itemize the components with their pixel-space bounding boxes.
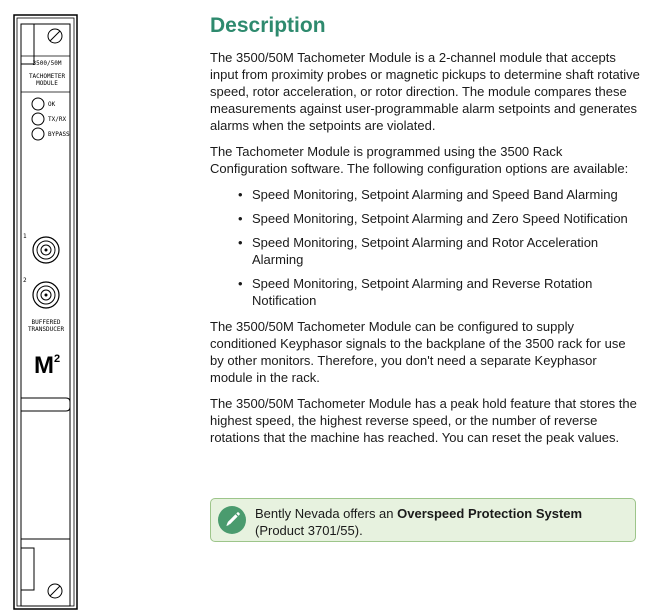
note-callout bbox=[210, 498, 636, 542]
led-label-txrx: TX/RX bbox=[48, 116, 67, 123]
description-paragraph-1: The 3500/50M Tachometer Module is a 2-channel module that accepts input from proximity probes or magnetic pickups to determine shaft rotative speed, rotor acceleration, or rotor direction. The module compares these measurements against user-programmable alarm setpoints and generates alarms when the setpoints are violated. bbox=[210, 50, 640, 133]
list-item: • Speed Monitoring, Setpoint Alarming and Zero Speed Notification bbox=[252, 210, 642, 227]
buffered-line2: TRANSDUCER bbox=[27, 326, 65, 333]
note-text-after: (Product 3701/55). bbox=[255, 523, 363, 538]
description-paragraph-3: The 3500/50M Tachometer Module can be configured to supply conditioned Keyphasor signals to the backplane of the 3500 rack for use by other monitors. Therefore, you don't need a separate Keyphasor module in the rack. bbox=[210, 319, 626, 385]
brand-superscript: 2 bbox=[54, 353, 61, 365]
module-brand-logo bbox=[34, 352, 60, 380]
configuration-options-list bbox=[210, 186, 642, 309]
section-heading: Description bbox=[210, 14, 326, 37]
channel-2-label: 2 bbox=[23, 277, 27, 284]
tachometer-module-drawing bbox=[0, 0, 90, 616]
module-name-label bbox=[27, 73, 67, 87]
led-label-bypass: BYPASS bbox=[48, 131, 70, 138]
description-section bbox=[210, 13, 642, 455]
list-item: • Speed Monitoring, Setpoint Alarming and Rotor Acceleration Alarming bbox=[252, 234, 642, 268]
buffered-line1: BUFFERED bbox=[31, 319, 61, 326]
channel-1-label: 1 bbox=[23, 233, 27, 240]
module-outline bbox=[0, 0, 90, 616]
description-paragraph-4: The 3500/50M Tachometer Module has a peak hold feature that stores the highest speed, the highest reverse speed, or the number of reverse rotations that the machine has reached. You can reset the peak values. bbox=[210, 396, 637, 445]
list-item: • Speed Monitoring, Setpoint Alarming and Reverse Rotation Notification bbox=[252, 275, 642, 309]
module-name-line2: MODULE bbox=[36, 80, 58, 87]
pencil-icon bbox=[218, 506, 246, 534]
description-paragraph-2: The Tachometer Module is programmed using the 3500 Rack Configuration software. The following configuration options are available: bbox=[210, 144, 629, 176]
list-item: • Speed Monitoring, Setpoint Alarming and Speed Band Alarming bbox=[252, 186, 642, 203]
brand-letter: M bbox=[34, 352, 54, 379]
buffered-transducer-label bbox=[26, 319, 66, 333]
module-model-label: 3500/50M bbox=[32, 60, 62, 67]
note-text-before: Bently Nevada offers an bbox=[255, 506, 398, 521]
note-product-name: Overspeed Protection System bbox=[397, 506, 583, 521]
module-name-line1: TACHOMETER bbox=[28, 73, 66, 80]
led-label-ok: OK bbox=[48, 101, 56, 108]
note-text bbox=[255, 505, 627, 539]
